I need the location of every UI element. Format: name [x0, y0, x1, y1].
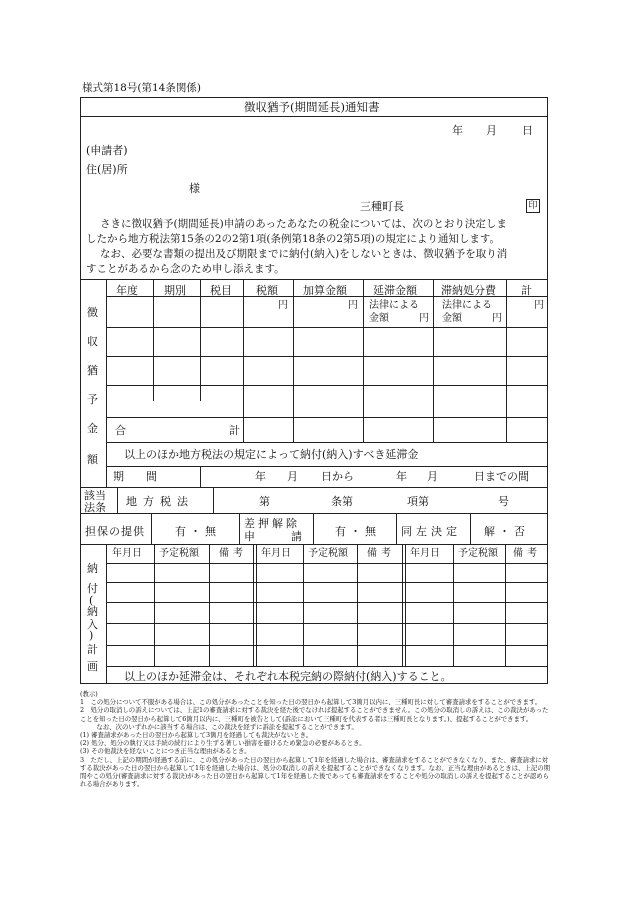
col-header-tax-amount: 税額 — [256, 284, 278, 297]
col-header-delinquency: 延滞金額 — [373, 284, 417, 297]
period-label: 期 間 — [113, 470, 157, 483]
unit-yen-delinquency: 円 — [419, 313, 429, 324]
law-clause-item: 項第 — [407, 495, 429, 508]
form-number: 様式第18号(第14条関係) — [82, 82, 201, 94]
seizure-release-label: 差押解除 — [244, 517, 300, 530]
law-article: 第 — [259, 495, 270, 508]
unit-yen-disposition: 円 — [492, 313, 502, 324]
note-2-addendum: なお、次のいずれかに該当する場合は、この裁決を経ずに訴訟を提起することができます。 — [90, 722, 358, 731]
body-line-1: さきに徴収猶予(期間延長)申請のあったあなたの税金については、次のとおり決定しま — [100, 218, 507, 230]
seizure-release-value: 有・無 — [335, 525, 380, 538]
seizure-release-label-2: 申請 — [244, 530, 338, 543]
honorific: 様 — [189, 182, 200, 195]
note-3: 3 ただし、上記の期間が経過する前に、この処分があった日の翌日から起算して1年を経過した場合は、審査請求をすることができなくなり、また、審査請求に対する裁決があった日の翌日から起算して1年を経過した場合は、処分の取消しの訴えを提起することができなくなります。なお、正当な理由があるときは、上記の期間やこの処分(審査請求に対する裁決)があった日の翌日から起算して1年を経過した後であっても審査請求をすることや処分の取消しの訴えを提起することが認められる場合があります。 — [80, 755, 551, 789]
plan-header-note-1: 備考 — [219, 548, 247, 559]
plan-header-amount-1: 予定税額 — [159, 548, 199, 559]
date-day: 日 — [522, 124, 533, 137]
extra-delinquency-note: 以上のほか地方税法の規定によって納付(納入)すべき延滞金 — [124, 448, 419, 461]
plan-side-7: 計 — [87, 643, 98, 656]
applicant-label: (申請者) — [86, 144, 128, 157]
applicable-law-label-2: 法条 — [84, 501, 106, 514]
law-article-clause: 条第 — [331, 495, 353, 508]
plan-side-2: 付 — [87, 582, 98, 595]
law-amount-disposition-2: 金額 — [442, 313, 462, 324]
plan-header-date-2: 年月日 — [261, 548, 291, 559]
law-amount-disposition: 法律による — [442, 300, 492, 311]
body-line-3: なお、必要な書類の提出及び期限までに納付(納入)をしないときは、徴収猶予を取り消 — [100, 248, 508, 260]
date-month: 月 — [486, 124, 497, 137]
plan-header-date-1: 年月日 — [112, 548, 142, 559]
col-header-year: 年度 — [116, 284, 138, 297]
plan-side-5: 入 — [87, 618, 98, 631]
col-header-disposition: 滞納処分費 — [441, 284, 496, 297]
local-tax-law: 地方税法 — [126, 495, 194, 508]
col-header-total: 計 — [521, 284, 532, 297]
amount-side-3: 猶 — [87, 364, 98, 377]
security-label: 担保の提供 — [85, 525, 145, 538]
col-header-tax-item: 税目 — [210, 284, 232, 297]
law-amount-delinquency-2: 金額 — [369, 313, 389, 324]
amount-side-2: 収 — [87, 335, 98, 348]
plan-side-4: 納 — [87, 605, 98, 618]
total-label-2: 計 — [229, 424, 240, 437]
seal-mark: 印 — [526, 199, 540, 213]
col-header-period: 期別 — [164, 284, 186, 297]
plan-footer-note: 以上のほか延滞金は、それぞれ本税完納の際納付(納入)すること。 — [124, 670, 452, 683]
note-2: 2 処分の取消しの訴えについては、上記1の審査請求に対する裁決を経た後でなければ提起することができません。この処分の取消しの訴えは、この裁決があったことを知った日の翌日から起算して6箇月以内に、三種町を被告として(訴訟において三種町を代表する者は三種町長となります。)、提起することができます。 — [80, 706, 549, 723]
same-decision-label: 同左決定 — [401, 525, 461, 538]
period-from-day: 日から — [321, 470, 354, 483]
unit-yen-total: 円 — [534, 300, 544, 311]
plan-side-1: 納 — [87, 562, 98, 575]
applicable-law-label-1: 該当 — [84, 489, 106, 502]
plan-header-amount-2: 予定税額 — [308, 548, 348, 559]
unit-yen-tax: 円 — [278, 300, 288, 311]
period-to-month: 月 — [427, 470, 438, 483]
notes-heading: (教示) — [80, 690, 98, 698]
amount-side-4: 予 — [87, 393, 98, 406]
period-to-day: 日までの間 — [474, 470, 529, 483]
notice-form — [80, 97, 548, 684]
address-label: 住(居)所 — [86, 163, 128, 176]
amount-side-5: 金 — [87, 422, 98, 435]
date-year: 年 — [452, 124, 463, 137]
plan-header-note-2: 備考 — [367, 548, 395, 559]
amount-side-1: 徴 — [87, 306, 98, 319]
body-line-4: すことがあるから念のため申し添えます。 — [86, 263, 285, 275]
period-from-year: 年 — [255, 470, 266, 483]
law-amount-delinquency: 法律による — [369, 300, 419, 311]
plan-side-3: ( — [89, 594, 94, 607]
plan-side-8: 画 — [87, 660, 98, 673]
plan-header-date-3: 年月日 — [410, 548, 440, 559]
total-label: 合 — [115, 424, 126, 437]
note-2-item-3: (3) その他裁決を経ないことにつき正当な理由があるとき。 — [80, 747, 251, 756]
note-2-item-1: (1) 審査請求があった日の翌日から起算して3箇月を経過しても裁決がないとき。 — [80, 731, 313, 740]
instructions-notes — [80, 690, 550, 788]
body-line-2: したから地方税法第15条の2の2第1項(条例第18条の2第5項)の規定により通知します。 — [86, 233, 500, 245]
plan-side-6: ) — [89, 629, 94, 642]
period-from-month: 月 — [287, 470, 298, 483]
col-header-additional: 加算金額 — [303, 284, 347, 297]
unit-yen-additional: 円 — [348, 300, 358, 311]
same-decision-value: 解・否 — [484, 525, 529, 538]
form-title: 徴収猶予(期間延長)通知書 — [244, 100, 380, 114]
plan-header-amount-3: 予定税額 — [458, 548, 498, 559]
plan-header-note-3: 備考 — [513, 548, 541, 559]
amount-side-6: 額 — [87, 453, 98, 466]
note-2-item-2: (2) 処分、処分の執行又は手続の続行により生ずる著しい損害を避けるため緊急の必要があるとき。 — [80, 739, 366, 748]
security-value: 有・無 — [175, 525, 220, 538]
period-to-year: 年 — [396, 470, 407, 483]
law-item: 号 — [498, 495, 509, 508]
note-1: 1 この処分について不服がある場合は、この処分があったことを知った日の翌日から起算して3箇月以内に、三種町長に対して審査請求をすることができます。 — [80, 698, 542, 707]
mayor-name: 三種町長 — [360, 200, 404, 213]
